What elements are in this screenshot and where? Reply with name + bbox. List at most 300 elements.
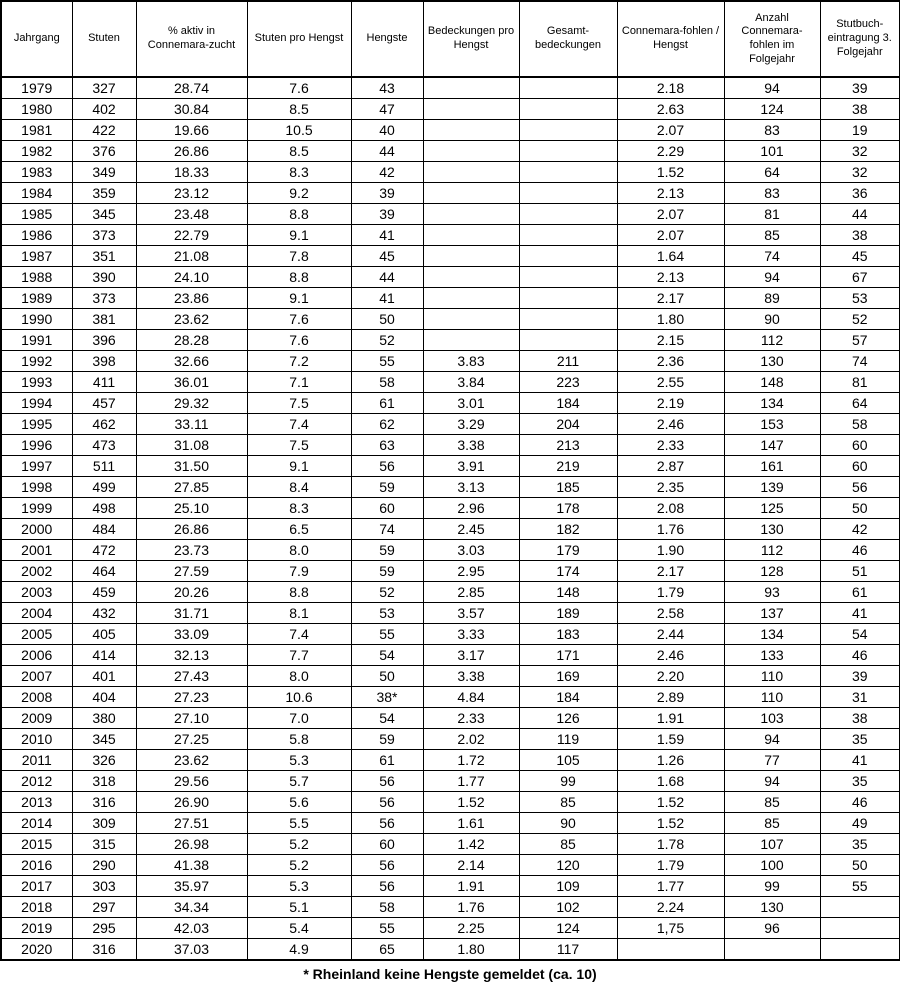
table-cell: 3.84	[423, 372, 519, 393]
table-row	[1, 561, 900, 582]
table-cell: 137	[724, 603, 820, 624]
table-cell	[820, 897, 900, 918]
table-cell: 35	[820, 834, 900, 855]
table-cell	[423, 225, 519, 246]
table-cell: 50	[351, 666, 423, 687]
table-cell: 148	[724, 372, 820, 393]
table-cell: 498	[72, 498, 136, 519]
table-cell: 1999	[1, 498, 72, 519]
table-row	[1, 246, 900, 267]
table-cell: 61	[351, 750, 423, 771]
table-row	[1, 414, 900, 435]
table-cell: 27.59	[136, 561, 247, 582]
table-cell: 38	[820, 99, 900, 120]
column-header: % aktiv in Connemara-zucht	[136, 1, 247, 77]
table-cell: 8.3	[247, 162, 351, 183]
table-cell: 2.87	[617, 456, 724, 477]
table-cell: 54	[351, 708, 423, 729]
table-cell: 23.62	[136, 750, 247, 771]
table-cell: 60	[351, 498, 423, 519]
table-cell: 50	[820, 498, 900, 519]
table-row	[1, 456, 900, 477]
table-cell: 39	[351, 204, 423, 225]
table-cell: 27.51	[136, 813, 247, 834]
table-cell: 40	[351, 120, 423, 141]
table-cell: 178	[519, 498, 617, 519]
table-cell: 107	[724, 834, 820, 855]
table-cell	[423, 141, 519, 162]
table-cell: 8.4	[247, 477, 351, 498]
table-cell: 359	[72, 183, 136, 204]
table-cell: 67	[820, 267, 900, 288]
table-body	[1, 77, 900, 960]
table-cell: 381	[72, 309, 136, 330]
table-cell: 45	[820, 246, 900, 267]
table-cell: 148	[519, 582, 617, 603]
table-cell: 46	[820, 792, 900, 813]
table-row	[1, 183, 900, 204]
table-cell: 39	[351, 183, 423, 204]
table-cell: 124	[724, 99, 820, 120]
table-cell: 130	[724, 519, 820, 540]
table-cell: 89	[724, 288, 820, 309]
table-row	[1, 162, 900, 183]
table-cell: 39	[820, 666, 900, 687]
table-cell: 56	[820, 477, 900, 498]
table-cell: 31.08	[136, 435, 247, 456]
table-cell: 42.03	[136, 918, 247, 939]
table-cell: 472	[72, 540, 136, 561]
table-cell: 56	[351, 456, 423, 477]
table-cell: 1.61	[423, 813, 519, 834]
table-cell: 81	[820, 372, 900, 393]
table-cell: 20.26	[136, 582, 247, 603]
table-cell: 7.6	[247, 309, 351, 330]
table-cell: 59	[351, 729, 423, 750]
table-cell: 41	[351, 225, 423, 246]
table-cell: 462	[72, 414, 136, 435]
table-cell: 2.17	[617, 288, 724, 309]
table-row	[1, 99, 900, 120]
table-cell: 7.5	[247, 435, 351, 456]
table-cell: 44	[351, 267, 423, 288]
table-cell: 6.5	[247, 519, 351, 540]
table-cell: 60	[820, 456, 900, 477]
table-row	[1, 351, 900, 372]
table-cell: 41	[820, 603, 900, 624]
table-cell: 126	[519, 708, 617, 729]
table-cell: 1990	[1, 309, 72, 330]
table-cell: 7.7	[247, 645, 351, 666]
table-cell: 128	[724, 561, 820, 582]
table-cell: 7.6	[247, 77, 351, 99]
table-cell	[820, 918, 900, 939]
table-cell: 2.25	[423, 918, 519, 939]
table-cell: 134	[724, 393, 820, 414]
table-cell: 1997	[1, 456, 72, 477]
table-cell: 1.52	[423, 792, 519, 813]
table-cell	[423, 309, 519, 330]
table-row	[1, 225, 900, 246]
table-cell: 405	[72, 624, 136, 645]
table-cell: 53	[351, 603, 423, 624]
table-cell: 211	[519, 351, 617, 372]
table-cell: 2.02	[423, 729, 519, 750]
table-cell: 1.76	[423, 897, 519, 918]
table-cell: 2.08	[617, 498, 724, 519]
table-cell: 3.38	[423, 435, 519, 456]
table-cell: 55	[351, 351, 423, 372]
table-cell: 56	[351, 813, 423, 834]
table-cell: 56	[351, 855, 423, 876]
table-cell: 61	[820, 582, 900, 603]
table-cell: 2005	[1, 624, 72, 645]
table-cell: 3.33	[423, 624, 519, 645]
table-cell: 1.91	[423, 876, 519, 897]
table-cell: 1984	[1, 183, 72, 204]
table-cell: 2016	[1, 855, 72, 876]
table-cell: 94	[724, 267, 820, 288]
table-cell: 42	[820, 519, 900, 540]
table-cell: 2.33	[617, 435, 724, 456]
table-cell: 23.62	[136, 309, 247, 330]
table-cell: 2006	[1, 645, 72, 666]
table-cell: 169	[519, 666, 617, 687]
table-cell: 102	[519, 897, 617, 918]
table-cell: 23.12	[136, 183, 247, 204]
table-row	[1, 645, 900, 666]
table-cell: 8.8	[247, 582, 351, 603]
table-cell: 1979	[1, 77, 72, 99]
table-cell: 41	[351, 288, 423, 309]
table-cell: 26.90	[136, 792, 247, 813]
table-cell: 65	[351, 939, 423, 961]
table-row	[1, 435, 900, 456]
table-cell: 2.24	[617, 897, 724, 918]
table-row	[1, 267, 900, 288]
table-cell: 2.44	[617, 624, 724, 645]
table-cell: 414	[72, 645, 136, 666]
table-row	[1, 204, 900, 225]
table-cell: 117	[519, 939, 617, 961]
table-cell	[519, 141, 617, 162]
table-cell: 8.5	[247, 141, 351, 162]
table-cell: 19.66	[136, 120, 247, 141]
table-cell: 184	[519, 393, 617, 414]
table-cell: 24.10	[136, 267, 247, 288]
table-cell: 29.32	[136, 393, 247, 414]
table-cell	[423, 162, 519, 183]
table-cell: 4.84	[423, 687, 519, 708]
table-cell: 44	[820, 204, 900, 225]
table-cell	[519, 99, 617, 120]
table-cell: 56	[351, 792, 423, 813]
table-cell: 9.1	[247, 456, 351, 477]
table-cell: 33.09	[136, 624, 247, 645]
table-cell: 56	[351, 771, 423, 792]
table-cell: 22.79	[136, 225, 247, 246]
table-cell: 32	[820, 141, 900, 162]
table-cell: 174	[519, 561, 617, 582]
table-cell: 9.1	[247, 288, 351, 309]
table-cell: 3.01	[423, 393, 519, 414]
table-cell: 1.91	[617, 708, 724, 729]
table-cell: 5.6	[247, 792, 351, 813]
table-row	[1, 77, 900, 99]
table-cell: 1.80	[617, 309, 724, 330]
table-row	[1, 120, 900, 141]
table-cell	[423, 288, 519, 309]
table-cell: 1980	[1, 99, 72, 120]
table-cell: 349	[72, 162, 136, 183]
table-row	[1, 582, 900, 603]
table-cell: 2.89	[617, 687, 724, 708]
table-cell: 134	[724, 624, 820, 645]
table-cell: 59	[351, 540, 423, 561]
table-cell: 7.4	[247, 624, 351, 645]
table-row	[1, 309, 900, 330]
table-cell: 473	[72, 435, 136, 456]
table-cell: 55	[351, 624, 423, 645]
table-cell	[519, 330, 617, 351]
table-cell: 1995	[1, 414, 72, 435]
table-cell: 85	[724, 225, 820, 246]
table-cell: 297	[72, 897, 136, 918]
table-cell: 2.14	[423, 855, 519, 876]
table-cell: 38*	[351, 687, 423, 708]
table-cell: 26.86	[136, 519, 247, 540]
table-cell: 182	[519, 519, 617, 540]
table-cell: 139	[724, 477, 820, 498]
table-row	[1, 687, 900, 708]
table-cell: 2007	[1, 666, 72, 687]
table-cell: 18.33	[136, 162, 247, 183]
table-cell: 2011	[1, 750, 72, 771]
table-cell: 1.68	[617, 771, 724, 792]
table-cell: 7.5	[247, 393, 351, 414]
table-cell: 1.52	[617, 792, 724, 813]
table-cell: 2.07	[617, 204, 724, 225]
table-cell: 1.64	[617, 246, 724, 267]
table-cell: 1.76	[617, 519, 724, 540]
table-cell	[617, 939, 724, 961]
table-cell: 8.0	[247, 540, 351, 561]
table-cell: 77	[724, 750, 820, 771]
table-cell: 2008	[1, 687, 72, 708]
table-cell: 1.26	[617, 750, 724, 771]
table-cell: 213	[519, 435, 617, 456]
table-cell: 373	[72, 225, 136, 246]
table-cell: 125	[724, 498, 820, 519]
column-header: Stuten	[72, 1, 136, 77]
table-cell: 27.43	[136, 666, 247, 687]
table-row	[1, 792, 900, 813]
table-cell: 9.1	[247, 225, 351, 246]
table-cell: 484	[72, 519, 136, 540]
table-row	[1, 939, 900, 961]
table-cell: 105	[519, 750, 617, 771]
table-cell: 41	[820, 750, 900, 771]
table-cell: 2015	[1, 834, 72, 855]
table-cell: 74	[351, 519, 423, 540]
table-cell: 1981	[1, 120, 72, 141]
table-cell: 351	[72, 246, 136, 267]
table-cell: 189	[519, 603, 617, 624]
table-cell: 47	[351, 99, 423, 120]
table-cell: 432	[72, 603, 136, 624]
table-cell: 2.33	[423, 708, 519, 729]
table-cell: 401	[72, 666, 136, 687]
table-row	[1, 813, 900, 834]
table-cell: 51	[820, 561, 900, 582]
table-cell: 499	[72, 477, 136, 498]
table-cell: 38	[820, 225, 900, 246]
table-cell: 55	[351, 918, 423, 939]
table-cell: 8.3	[247, 498, 351, 519]
table-cell: 120	[519, 855, 617, 876]
column-header: Stutbuch-eintragung 3. Folgejahr	[820, 1, 900, 77]
column-header: Gesamt-bedeckungen	[519, 1, 617, 77]
table-cell: 74	[820, 351, 900, 372]
table-cell: 52	[351, 582, 423, 603]
table-cell: 223	[519, 372, 617, 393]
table-cell: 1989	[1, 288, 72, 309]
table-row	[1, 750, 900, 771]
table-cell: 36	[820, 183, 900, 204]
table-cell: 85	[724, 792, 820, 813]
table-cell	[519, 309, 617, 330]
table-cell: 59	[351, 561, 423, 582]
table-cell: 2.20	[617, 666, 724, 687]
table-cell: 295	[72, 918, 136, 939]
table-cell	[519, 162, 617, 183]
table-cell: 411	[72, 372, 136, 393]
table-row	[1, 729, 900, 750]
table-cell	[519, 183, 617, 204]
table-cell: 315	[72, 834, 136, 855]
table-cell	[519, 225, 617, 246]
column-header: Jahrgang	[1, 1, 72, 77]
table-cell: 54	[351, 645, 423, 666]
table-cell: 404	[72, 687, 136, 708]
table-cell: 2001	[1, 540, 72, 561]
table-cell: 59	[351, 477, 423, 498]
table-cell: 184	[519, 687, 617, 708]
table-cell: 326	[72, 750, 136, 771]
table-cell: 94	[724, 729, 820, 750]
table-cell: 459	[72, 582, 136, 603]
table-cell: 1.79	[617, 855, 724, 876]
table-cell: 56	[351, 876, 423, 897]
table-row	[1, 540, 900, 561]
table-cell: 8.8	[247, 204, 351, 225]
table-cell	[519, 267, 617, 288]
table-cell: 41.38	[136, 855, 247, 876]
table-cell: 85	[519, 792, 617, 813]
table-cell: 103	[724, 708, 820, 729]
table-cell: 8.0	[247, 666, 351, 687]
table-cell: 1.77	[617, 876, 724, 897]
table-cell: 42	[351, 162, 423, 183]
table-cell: 2020	[1, 939, 72, 961]
table-cell: 345	[72, 729, 136, 750]
table-cell: 1,75	[617, 918, 724, 939]
table-cell: 2.45	[423, 519, 519, 540]
table-cell: 23.48	[136, 204, 247, 225]
table-cell: 33.11	[136, 414, 247, 435]
table-cell: 10.5	[247, 120, 351, 141]
table-cell: 53	[820, 288, 900, 309]
table-cell: 3.17	[423, 645, 519, 666]
table-cell: 4.9	[247, 939, 351, 961]
table-cell: 43	[351, 77, 423, 99]
table-cell: 32.66	[136, 351, 247, 372]
table-cell: 1.42	[423, 834, 519, 855]
table-cell: 2009	[1, 708, 72, 729]
table-cell: 8.1	[247, 603, 351, 624]
table-cell: 9.2	[247, 183, 351, 204]
table-cell: 28.28	[136, 330, 247, 351]
table-cell: 2.15	[617, 330, 724, 351]
table-cell: 1998	[1, 477, 72, 498]
column-header: Connemara-fohlen / Hengst	[617, 1, 724, 77]
table-cell: 74	[724, 246, 820, 267]
table-cell: 2003	[1, 582, 72, 603]
table-cell: 64	[820, 393, 900, 414]
table-cell: 7.8	[247, 246, 351, 267]
table-cell: 2.19	[617, 393, 724, 414]
table-cell: 1.80	[423, 939, 519, 961]
table-cell: 1.72	[423, 750, 519, 771]
table-cell: 54	[820, 624, 900, 645]
table-cell	[423, 183, 519, 204]
table-cell: 94	[724, 77, 820, 99]
table-row	[1, 897, 900, 918]
table-row	[1, 624, 900, 645]
table-cell: 511	[72, 456, 136, 477]
table-cell: 5.4	[247, 918, 351, 939]
table-cell: 2.13	[617, 267, 724, 288]
table-cell: 1986	[1, 225, 72, 246]
table-cell: 2000	[1, 519, 72, 540]
table-row	[1, 330, 900, 351]
table-cell: 3.03	[423, 540, 519, 561]
table-cell: 21.08	[136, 246, 247, 267]
table-cell: 49	[820, 813, 900, 834]
table-cell: 27.85	[136, 477, 247, 498]
table-cell: 2.36	[617, 351, 724, 372]
table-row	[1, 855, 900, 876]
table-cell: 58	[820, 414, 900, 435]
table-cell: 2013	[1, 792, 72, 813]
table-cell: 8.8	[247, 267, 351, 288]
table-cell: 83	[724, 183, 820, 204]
table-cell: 38	[820, 708, 900, 729]
table-cell: 1.52	[617, 813, 724, 834]
table-cell: 85	[724, 813, 820, 834]
table-cell: 309	[72, 813, 136, 834]
table-cell: 402	[72, 99, 136, 120]
table-cell: 8.5	[247, 99, 351, 120]
table-cell: 2.18	[617, 77, 724, 99]
table-cell: 2017	[1, 876, 72, 897]
table-cell: 1983	[1, 162, 72, 183]
table-cell: 31.50	[136, 456, 247, 477]
table-cell: 1985	[1, 204, 72, 225]
table-cell: 10.6	[247, 687, 351, 708]
table-cell: 52	[351, 330, 423, 351]
table-cell: 99	[724, 876, 820, 897]
